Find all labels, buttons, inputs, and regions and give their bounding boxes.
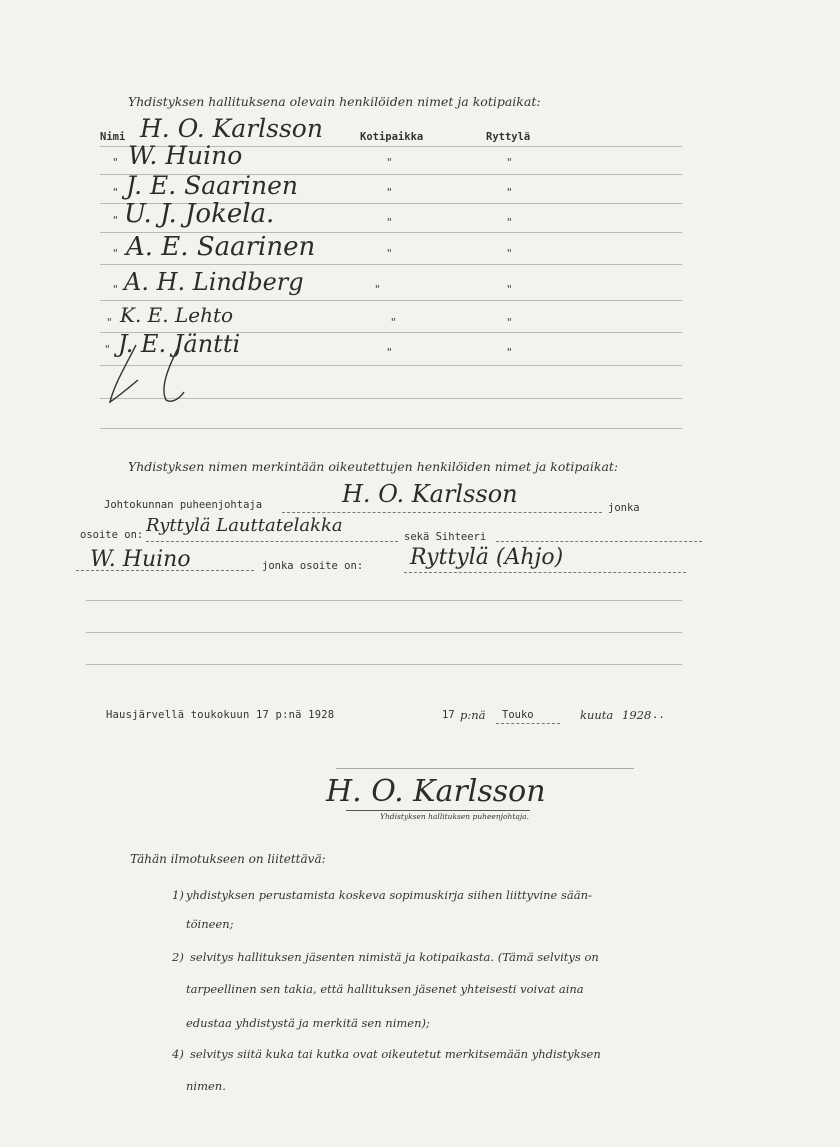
ditto-mark: " [386, 186, 393, 199]
attachment-item-line: tarpeellinen sen takia, että hallituksen jäsenet yhteisesti voivat aina [186, 982, 584, 996]
chair-name: H. O. Karlsson [342, 480, 518, 508]
ditto-mark: " [112, 156, 119, 169]
ditto-mark: " [390, 316, 397, 329]
item-number: 1) [172, 888, 184, 902]
row-line [100, 428, 682, 429]
signature-underline [346, 810, 530, 811]
attachment-item-line: selvitys siitä kuka tai kutka ovat oikeutetut merkitsemään yhdistyksen [190, 1047, 601, 1061]
date-year: 1928 [622, 708, 652, 722]
signature: H. O. Karlsson [326, 774, 546, 809]
ditto-mark: " [112, 214, 119, 227]
date-pna: p:nä [460, 708, 486, 722]
fill-line [404, 572, 686, 573]
ditto-mark: " [386, 346, 393, 359]
attachment-item-line: nimen. [186, 1079, 226, 1093]
signature-line [336, 768, 634, 769]
row-line [100, 264, 682, 265]
row-line [100, 300, 682, 301]
fill-line [76, 570, 254, 571]
ditto-mark: " [112, 186, 119, 199]
member-name: U. J. Jokela. [124, 199, 275, 229]
attachment-item-line: edustaa yhdistystä ja merkitä sen nimen); [186, 1016, 430, 1030]
member-name: W. Huino [128, 141, 243, 170]
col-name-label: Nimi [100, 131, 126, 143]
col-place-label: Ryttylä [486, 131, 531, 143]
attachment-item-line: yhdistyksen perustamista koskeva sopimuskirja siihen liittyvine sään- [186, 888, 592, 902]
place-date: Hausjärvellä toukokuun 17 p:nä 1928 [106, 709, 335, 721]
item-number: 2) [172, 950, 184, 964]
chair-address-label: osoite on: [80, 529, 144, 541]
attachments-heading: Tähän ilmotukseen on liitettävä: [130, 852, 326, 866]
member-name: K. E. Lehto [120, 303, 234, 327]
col-home-label: Kotipaikka [360, 131, 424, 143]
blank-line [86, 664, 682, 665]
ditto-mark: " [386, 247, 393, 260]
date-tail: .. [652, 709, 665, 721]
secretary-address: Ryttylä (Ahjo) [410, 545, 564, 570]
ditto-mark: " [374, 283, 381, 296]
member-name: H. O. Karlsson [140, 114, 323, 143]
ditto-mark: " [506, 346, 513, 359]
fill-line [282, 512, 602, 513]
ditto-mark: " [386, 156, 393, 169]
section2-heading: Yhdistyksen nimen merkintään oikeutettujen henkilöiden nimet ja kotipaikat: [128, 459, 619, 474]
member-name: J. E. Saarinen [126, 171, 298, 200]
ditto-mark: " [506, 316, 513, 329]
ditto-mark: " [506, 247, 513, 260]
member-name: A. E. Saarinen [126, 232, 316, 262]
blank-line [86, 600, 682, 601]
ditto-mark: " [112, 283, 119, 296]
pen-flourish [96, 340, 206, 410]
member-name: J. E. Jäntti [118, 330, 241, 358]
item-number: 4) [172, 1047, 184, 1061]
section1-heading: Yhdistyksen hallituksena olevain henkilöiden nimet ja kotipaikat: [128, 94, 541, 109]
signature-caption: Yhdistyksen hallituksen puheenjohtaja. [380, 812, 530, 821]
chair-label: Johtokunnan puheenjohtaja [104, 499, 263, 511]
ditto-mark: " [506, 216, 513, 229]
date-month: Touko [502, 709, 534, 721]
ditto-mark: " [506, 283, 513, 296]
secretary-address-label: jonka osoite on: [262, 560, 364, 572]
date-day: 17 [442, 709, 455, 721]
blank-line [86, 632, 682, 633]
ditto-mark: " [106, 316, 113, 329]
attachment-item-line: töineen; [186, 917, 234, 931]
secretary-label: sekä Sihteeri [404, 531, 487, 543]
ditto-mark: " [386, 216, 393, 229]
fill-line [496, 723, 560, 724]
fill-line [146, 541, 398, 542]
ditto-mark: " [104, 343, 111, 356]
ditto-mark: " [112, 247, 119, 260]
secretary-name: W. Huino [90, 547, 191, 572]
member-name: A. H. Lindberg [124, 268, 304, 296]
chair-address: Ryttylä Lauttatelakka [146, 515, 343, 536]
attachment-item-line: selvitys hallituksen jäsenten nimistä ja kotipaikasta. (Tämä selvitys on [190, 950, 599, 964]
ditto-mark: " [506, 156, 513, 169]
date-kuuta: kuuta [580, 708, 614, 722]
ditto-mark: " [506, 186, 513, 199]
jonka-label: jonka [608, 502, 640, 514]
fill-line [496, 541, 702, 542]
